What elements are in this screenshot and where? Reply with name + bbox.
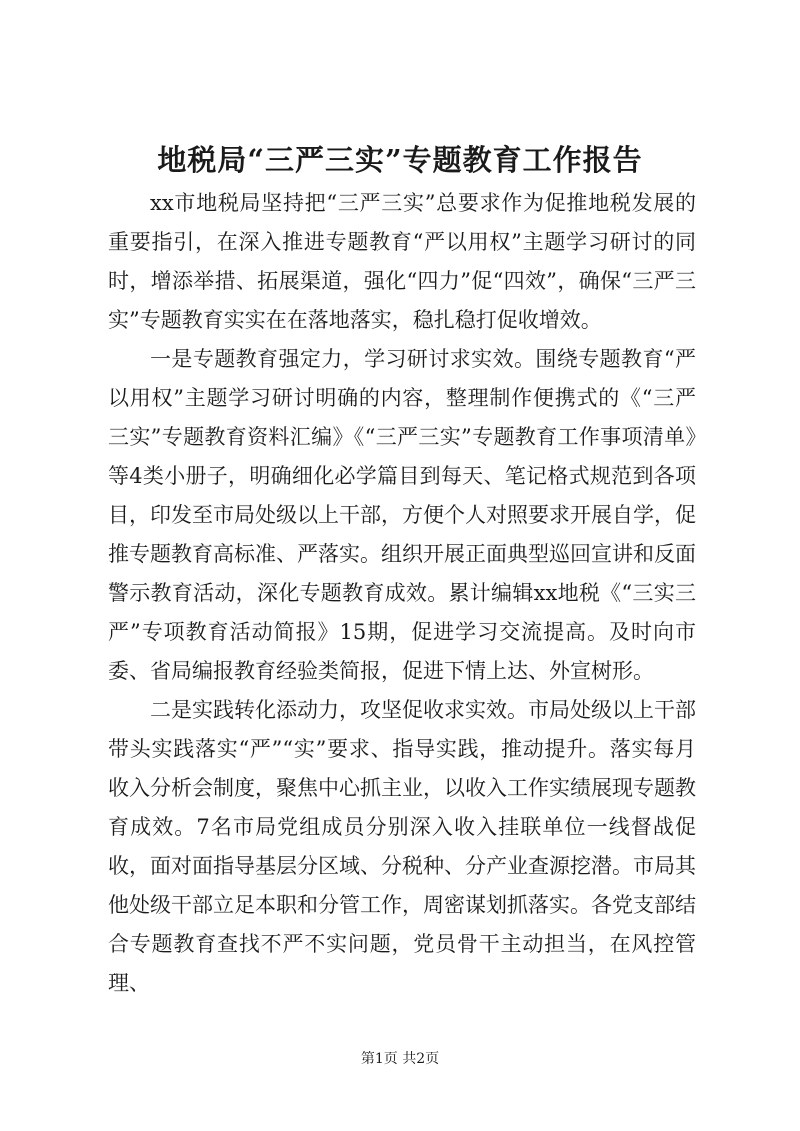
- document-title: 地税局“三严三实”专题教育工作报告: [157, 143, 643, 177]
- page-number: 第1页 共2页: [360, 1051, 440, 1067]
- paragraph-intro: xx市地税局坚持把“三严三实”总要求作为促推地税发展的重要指引，在深入推进专题教育“严以用权”主题学习研讨的同时，增添举措、拓展渠道，强化“四力”促“四效”，确保“三严三实”专题教育实实在在落地落实，稳扎稳打促收增效。: [108, 191, 696, 332]
- paragraph-point-two: 二是实践转化添动力，攻坚促收求实效。市局处级以上干部带头实践落实“严”“实”要求、指导实践，推动提升。落实每月收入分析会制度，聚焦中心抓主业，以收入工作实绩展现专题教育成效。7名市局党组成员分别深入收入挂联单位一线督战促收，面对面指导基层分区域、分税种、分产业查源挖潜。市局其他处级干部立足本职和分管工作，周密谋划抓落实。各党支部结合专题教育查找不严不实问题，党员骨干主动担当，在风控管理、: [108, 698, 696, 995]
- paragraph-point-one: 一是专题教育强定力，学习研讨求实效。围绕专题教育“严以用权”主题学习研讨明确的内容，整理制作便携式的《“三严三实”专题教育资料汇编》《“三严三实”专题教育工作事项清单》等4类小册子，明确细化必学篇目到每天、笔记格式规范到各项目，印发至市局处级以上干部，方便个人对照要求开展自学，促推专题教育高标准、严落实。组织开展正面典型巡回宣讲和反面警示教育活动，深化专题教育成效。累计编辑xx地税《“三实三严”专项教育活动简报》15期，促进学习交流提高。及时向市委、省局编报教育经验类简报，促进下情上达、外宣树形。: [108, 347, 696, 683]
- document-body: [108, 184, 696, 1003]
